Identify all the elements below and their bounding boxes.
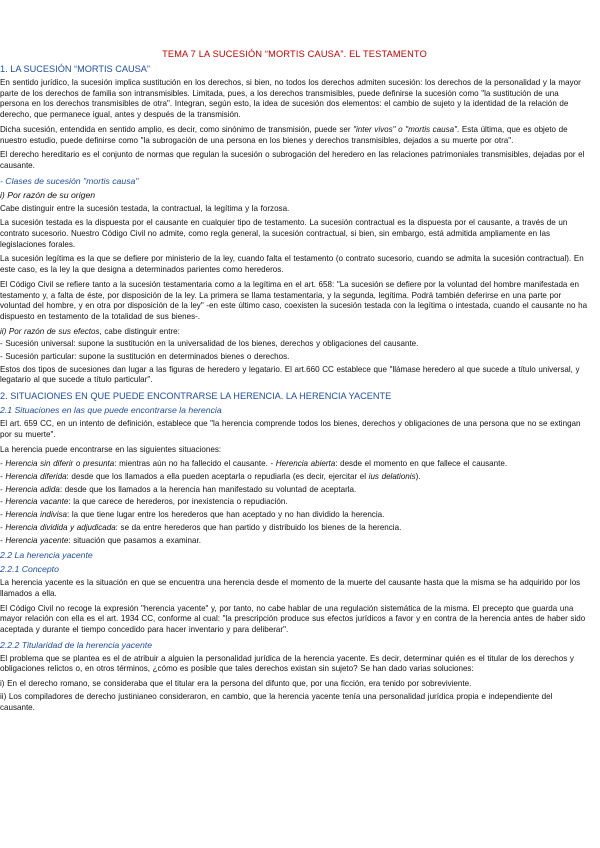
paragraph: El Código Civil se refiere tanto a la sucesión testamentaria como a la legítima en el art. 658: "La sucesión se defiere por la voluntad del hombre manifestada en testamento y, a falta de éste, por disposición de la ley. La primera se llama testamentaria, y la segunda, legítima. Podrá también deferirse en una parte por voluntad del hombre, y en otra por disposición de la ley" -en este último caso, coexisten la sucesión testada con la legítima o intestada, cuando el causante no ha dispuesto en testamento de la totalidad de sus bienes-. [0, 279, 588, 321]
subheading-clases: - Clases de sucesión "mortis causa" [0, 175, 139, 186]
paragraph: ii) Los compiladores de derecho justinianeo consideraron, en cambio, que la herencia yacente tenía una personalidad jurídica propia e independiente del causante. [0, 691, 553, 712]
subheading-2-2-1: 2.2.1 Concepto [0, 564, 59, 575]
paragraph: Dicha sucesión, entendida en sentido amplio, es decir, como sinónimo de transmisión, puede ser "inter vivos" o "mortis causa". Esta última, que es objeto de nuestro estudio, puede definirse como "la subrogación de una persona en los bienes y derechos transmisibles, dejados a su muerte por otra". [0, 124, 568, 145]
section-2-heading: 2. SITUACIONES EN QUE PUEDE ENCONTRARSE LA HERENCIA. LA HERENCIA YACENTE [0, 391, 392, 402]
list-item: - Herencia yacente: situación que pasamos a examinar. [0, 535, 201, 545]
document-title: TEMA 7 LA SUCESIÓN “MORTIS CAUSA”. EL TESTAMENTO [162, 49, 427, 59]
paragraph: El derecho hereditario es el conjunto de normas que regulan la sucesión o subrogación del heredero en las relaciones patrimoniales transmisibles, dejadas por el causante. [0, 150, 585, 170]
subheading-2-2: 2.2 La herencia yacente [0, 550, 93, 561]
list-item: - Herencia diferida: desde que los llamados a ella pueden aceptarla o repudiarla (es decir, ejercitar el ius delationis). [0, 471, 421, 481]
list-item: - Herencia dividida y adjudicada: se da entre herederos que han partido y distribuido los bienes de la herencia. [0, 522, 402, 532]
list-item: - Herencia adida: desde que los llamados a la herencia han manifestado su voluntad de aceptarla. [0, 484, 357, 494]
section-1-heading: 1. LA SUCESIÓN “MORTIS CAUSA” [0, 64, 150, 74]
paragraph: La herencia yacente es la situación en que se encuentra una herencia desde el momento de la muerte del causante hasta que la misma se ha adquirido por los llamados a ella. [0, 578, 581, 598]
paragraph: El problema que se plantea es el de atribuir a alguien la personalidad jurídica de la herencia yacente. Es decir, determinar quién es el titular de los derechos y obligaciones relictos o, en otros términos, ¿cómo es posible que tales derechos existan sin sujeto? Se han dado varias soluciones: [0, 653, 574, 674]
paragraph: i) En el derecho romano, se consideraba que el titular era la persona del difunto que, por una ficción, era tenido por sobreviviente. [0, 679, 472, 689]
paragraph: El Código Civil no recoge la expresión "herencia yacente" y, por tanto, no cabe hablar de una regulación sistemática de la misma. El precepto que guarda una mayor relación con ella es el art. 1934 CC, conforme al cual: "la prescripción produce sus efectos jurídicos a favor y en contra de la herencia antes de haber sido aceptada y durante el tiempo concedido para hacer inventario y para deliberar". [0, 603, 586, 635]
subheading-2-1: 2.1 Situaciones en las que puede encontrarse la herencia [0, 405, 222, 416]
list-item: - Herencia vacante: la que carece de herederos, por inexistencia o repudiación. [0, 497, 288, 507]
paragraph: La herencia puede encontrarse en las siguientes situaciones: [0, 444, 222, 454]
paragraph: Estos dos tipos de sucesiones dan lugar a las figuras de heredero y legatario. El art.660 CC establece que "llámase heredero al que sucede a título universal, y legatario al que sucede a título particular". [0, 364, 580, 385]
subheading-2-2-2: 2.2.2 Titularidad de la herencia yacente [0, 639, 153, 650]
paragraph: La sucesión testada es la dispuesta por el causante en cualquier tipo de testamento. La sucesión contractual es la dispuesta por el causante, a través de un contrato sucesorio. Nuestro Código Civil no admite, como regla general, la sucesión contractual, si bien, sin embargo, está admitida ampliamente en las legislaciones forales. [0, 218, 568, 249]
list-item: - Sucesión universal: supone la sustitución en la universalidad de los bienes, derechos y obligaciones del causante. [0, 339, 419, 349]
subheading-origen: i) Por razón de su origen [0, 189, 96, 200]
paragraph: El art. 659 CC, en un intento de definición, establece que "la herencia comprende todos los bienes, derechos y obligaciones de una persona que no se extingan por su muerte". [0, 419, 581, 439]
paragraph: Cabe distinguir entre la sucesión testada, la contractual, la legítima y la forzosa. [0, 203, 290, 213]
list-item: - Herencia sin diferir o presunta: mientras aún no ha fallecido el causante. - Herencia abierta: desde el momento en que fallece el causante. [0, 459, 508, 469]
list-item: - Herencia indivisa: la que tiene lugar entre los herederos que han aceptado y no han dividido la herencia. [0, 510, 385, 520]
paragraph: ii) Por razón de sus efectos, cabe distinguir entre: [0, 326, 180, 336]
list-item: - Sucesión particular: supone la sustitución en determinados bienes o derechos. [0, 352, 290, 362]
paragraph: En sentido jurídico, la sucesión implica sustitución en los derechos, si bien, no todos los derechos admiten sucesión: los derechos de la personalidad y la mayor parte de los derechos de familia son intransmisibles. Limitada, pues, a los derechos transmisibles, puede definirse la sucesión como "la sustitución de una persona en los derechos transmisibles de otra". Integran, según esto, la idea de sucesión dos elementos: el cambio de sujeto y la identidad de la relación de derecho, que permanece igual, antes y después de la transmisión. [0, 78, 581, 120]
paragraph: La sucesión legítima es la que se defiere por ministerio de la ley, cuando falta el testamento (o contrato sucesorio, cuando se admita la sucesión contractual). En este caso, es la ley la que designa a determinados parientes como herederos. [0, 254, 584, 275]
